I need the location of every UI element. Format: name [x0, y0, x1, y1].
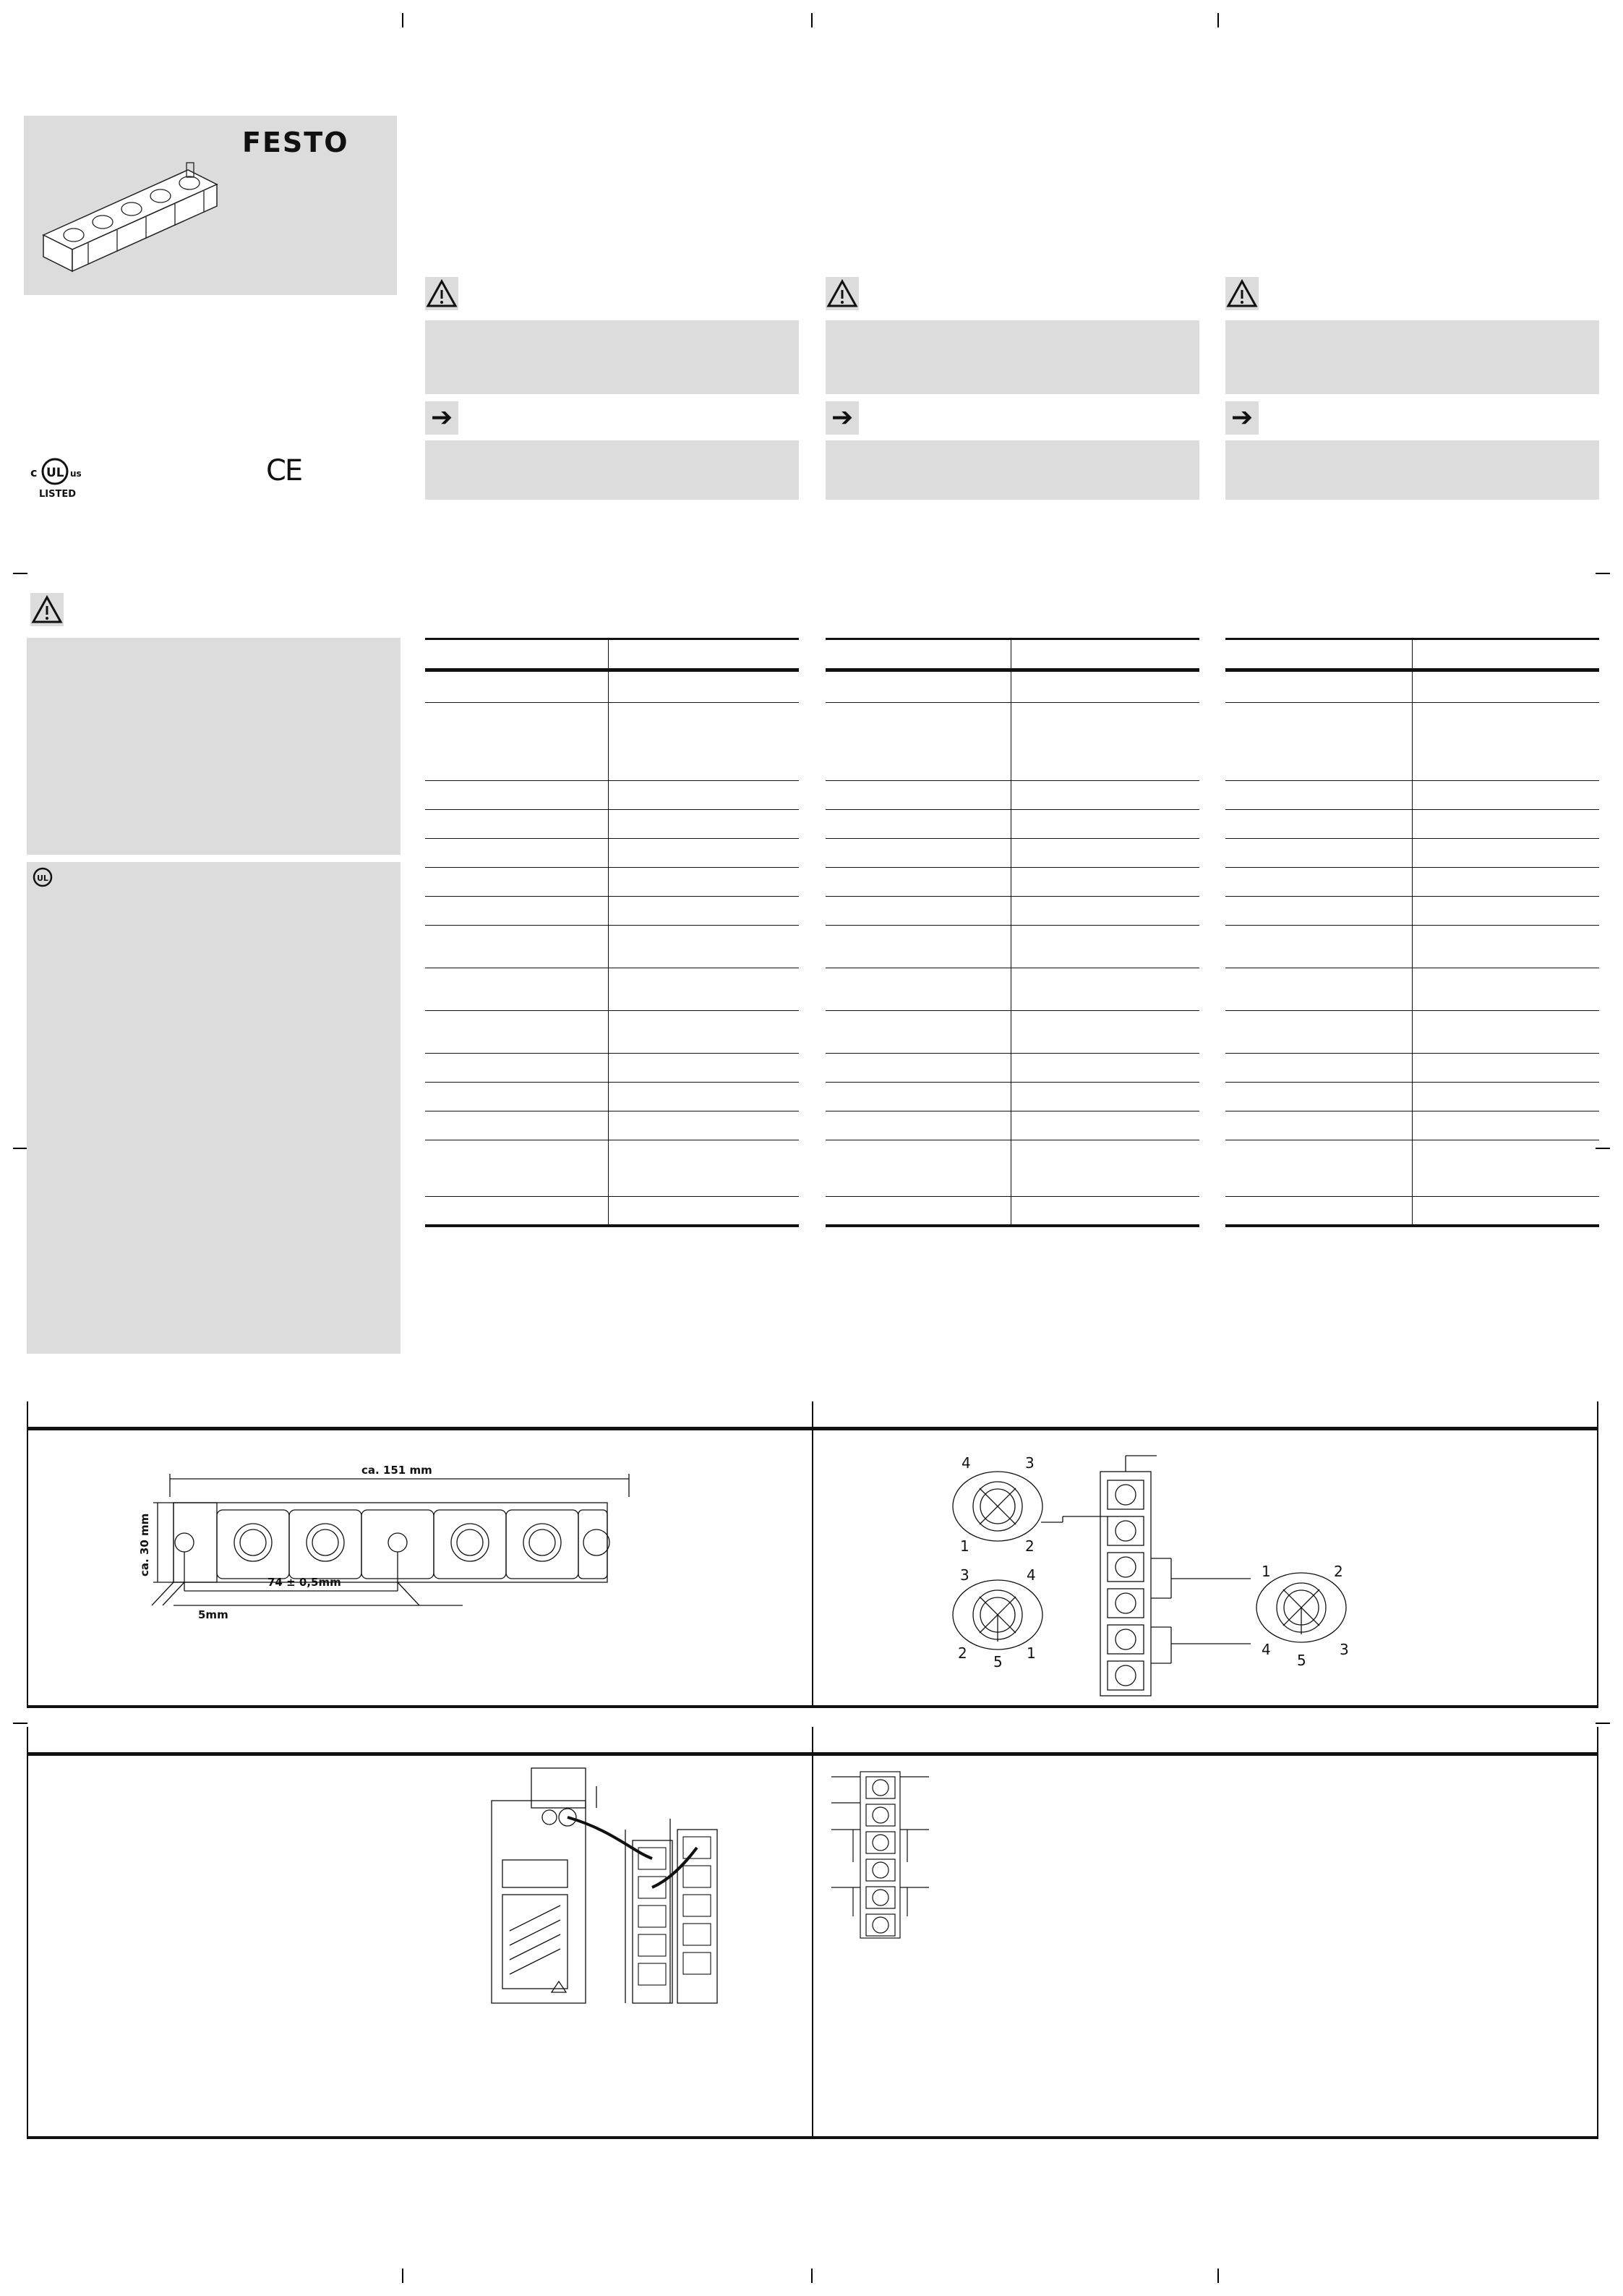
pin-label: 3	[1025, 1454, 1035, 1472]
pin-label: 2	[1334, 1563, 1343, 1580]
pin-assignment-diagram	[940, 1450, 1374, 1699]
warning-icon-box	[30, 593, 64, 626]
crop-mark	[13, 573, 27, 574]
pin-label: 3	[960, 1566, 969, 1584]
note-icon-box	[1225, 401, 1259, 435]
pin-label: 1	[1027, 1644, 1036, 1662]
warning-text-panel	[425, 320, 799, 394]
crop-mark	[1596, 1723, 1610, 1724]
pin-label: 1	[1262, 1563, 1271, 1580]
crop-mark	[1596, 573, 1610, 574]
warning-icon	[425, 277, 458, 310]
pin-label: 2	[958, 1644, 967, 1662]
crop-mark	[811, 2269, 813, 2283]
warning-icon	[30, 593, 64, 626]
pin-label: 3	[1340, 1641, 1349, 1658]
svg-text:us: us	[70, 469, 82, 479]
pin-label: 1	[960, 1537, 969, 1555]
warning-icon-box	[826, 277, 859, 310]
note-text-panel	[1225, 440, 1599, 500]
safety-text-panel	[27, 638, 401, 855]
crop-mark	[13, 1148, 27, 1149]
ul-listed-mark	[30, 457, 95, 500]
overall-length-label: ca. 151 mm	[361, 1464, 432, 1477]
warning-text-panel	[1225, 320, 1599, 394]
crop-mark	[402, 13, 403, 27]
warning-icon	[826, 277, 859, 310]
note-text-panel	[826, 440, 1199, 500]
height-label: ca. 30 mm	[138, 1513, 151, 1576]
arrow-right-icon: ➔	[831, 403, 854, 432]
note-icon-box	[826, 401, 859, 435]
svg-text:UL: UL	[46, 466, 64, 480]
arrow-right-icon: ➔	[431, 403, 453, 432]
note-text-panel	[425, 440, 799, 500]
pin-label: 4	[962, 1454, 971, 1472]
svg-text:c: c	[30, 466, 38, 479]
warning-icon-box	[425, 277, 458, 310]
hole-spacing-label: 74 ± 0,5mm	[267, 1576, 341, 1589]
crop-mark	[13, 1723, 27, 1724]
technical-data-table-col2	[826, 638, 1199, 1227]
pin-label: 5	[993, 1653, 1003, 1670]
dimension-drawing	[138, 1454, 636, 1649]
crop-mark	[811, 13, 813, 27]
edge-offset-label: 5mm	[198, 1608, 228, 1621]
pin-label: 4	[1262, 1641, 1271, 1658]
crop-mark	[1217, 2269, 1219, 2283]
note-icon-box	[425, 401, 458, 435]
ul-recognized-icon	[32, 866, 53, 888]
svg-text:LISTED: LISTED	[39, 489, 77, 500]
ce-mark: CE	[266, 454, 302, 487]
warning-icon-box	[1225, 277, 1259, 310]
technical-data-table-col1	[425, 638, 799, 1227]
technical-data-table-col3	[1225, 638, 1599, 1227]
pin-label: 5	[1297, 1652, 1306, 1669]
crop-mark	[1217, 13, 1219, 27]
ul-text-panel	[27, 862, 401, 1354]
installation-diagram	[488, 1764, 734, 2010]
pin-label: 4	[1027, 1566, 1036, 1584]
crop-mark	[402, 2269, 403, 2283]
pin-label: 2	[1025, 1537, 1035, 1555]
arrow-right-icon: ➔	[1231, 403, 1254, 432]
festo-logo: FESTO	[242, 127, 349, 158]
warning-text-panel	[826, 320, 1199, 394]
warning-icon	[1225, 277, 1259, 310]
svg-text:UL: UL	[37, 874, 48, 883]
product-image	[29, 148, 231, 278]
module-diagram	[828, 1768, 936, 1942]
